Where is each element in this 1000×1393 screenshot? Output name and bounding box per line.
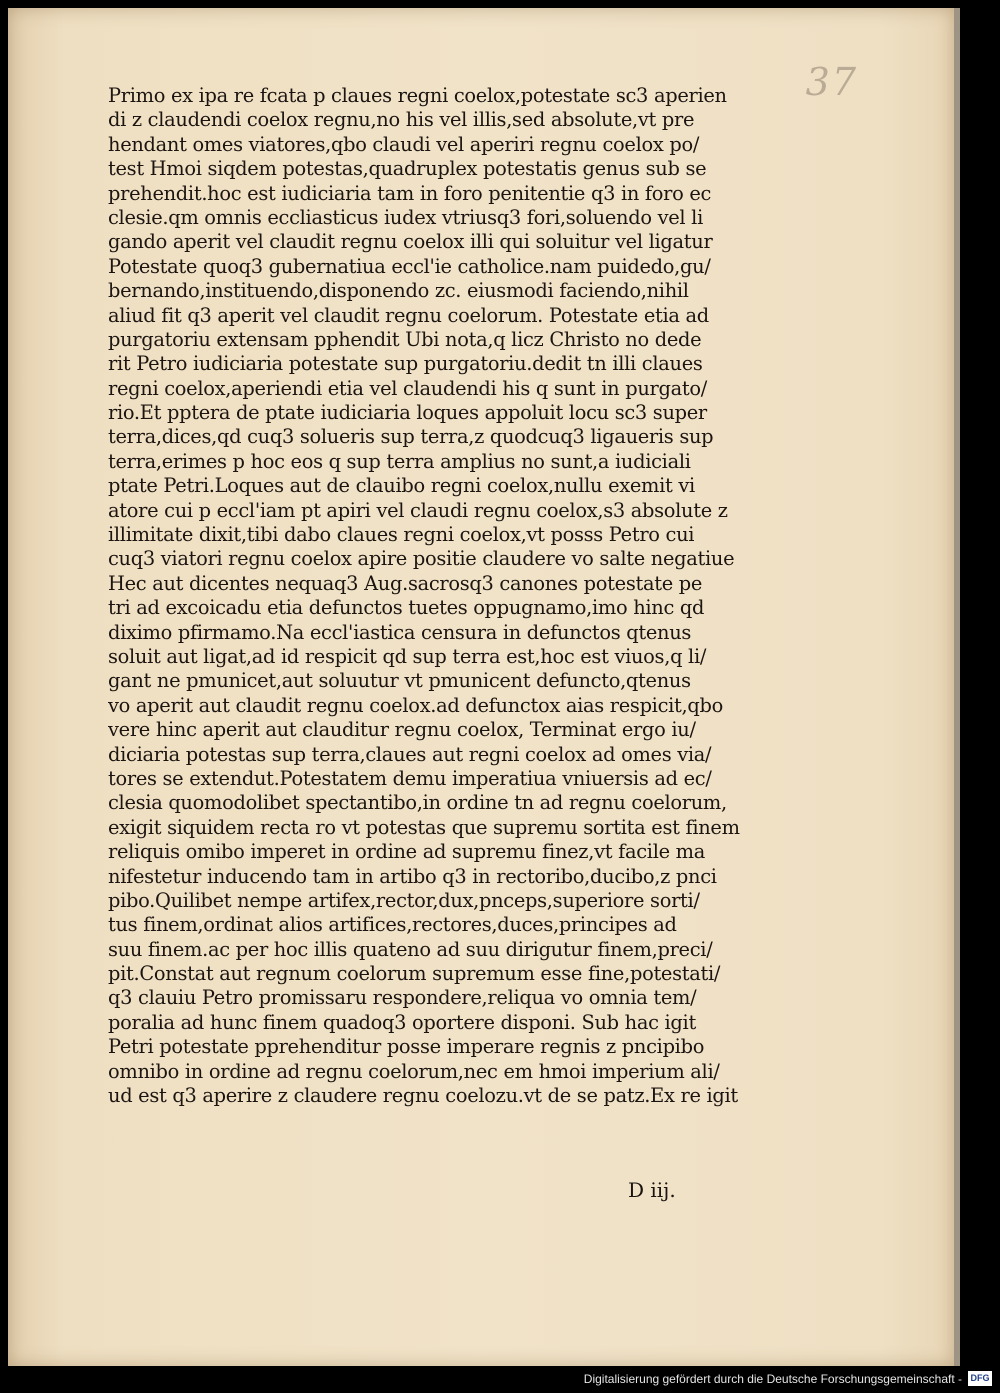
text-line: terra,erimes p hoc eos q sup terra amplius no sunt,a iudiciali (108, 449, 691, 473)
text-line: prehendit.hoc est iudiciaria tam in foro penitentie q3 in foro ec (108, 181, 712, 205)
page-edge (954, 8, 960, 1366)
text-line: gando aperit vel claudit regnu coelox illi qui soluitur vel ligatur (108, 230, 713, 254)
text-line: gant ne pmunicet,aut soluutur vt pmunicent defuncto,qtenus (108, 669, 691, 693)
text-line: Primo ex ipa re fcata p claues regni coelox,potestate sc3 aperien (108, 84, 727, 107)
text-line: Petri potestate pprehenditur posse imperare regnis z pncipibo (108, 1035, 705, 1059)
text-line: ud est q3 aperire z claudere regnu coelozu.vt de se patz.Ex re igit (108, 1084, 738, 1108)
text-line: atore cui p eccl'iam pt apiri vel claudi regnu coelox,s3 absolute z (108, 498, 728, 522)
text-line: omnibo in ordine ad regnu coelorum,nec em hmoi imperium ali/ (108, 1059, 720, 1083)
text-line: clesia quomodolibet spectantibo,in ordine tn ad regnu coelorum, (108, 791, 727, 815)
text-line: vere hinc aperit aut clauditur regnu coelox, Terminat ergo iu/ (108, 718, 696, 742)
text-line: Potestate quoq3 gubernatiua eccl'ie catholice.nam puidedo,gu/ (108, 254, 711, 278)
text-line: q3 clauiu Petro promissaru respondere,reliqua vo omnia tem/ (108, 986, 697, 1010)
text-block (108, 84, 758, 1108)
text-line: clesie.qm omnis eccliasticus iudex vtriusq3 fori,soluendo vel li (108, 205, 703, 229)
book-page (8, 8, 954, 1366)
text-line: soluit aut ligat,ad id respicit qd sup terra est,hoc est viuos,q li/ (108, 644, 707, 668)
text-line: rit Petro iudiciaria potestate sup purgatoriu.dedit tn illi claues (108, 352, 703, 376)
text-line: bernando,instituendo,disponendo zc. eiusmodi faciendo,nihil (108, 279, 689, 303)
text-line: ptate Petri.Loques aut de clauibo regni coelox,nullu exemit vi (108, 474, 695, 498)
text-line: tri ad excoicadu etia defunctos tuetes oppugnamo,imo hinc qd (108, 596, 705, 620)
funding-notice: Digitalisierung gefördert durch die Deutsche Forschungsgemeinschaft - (583, 1372, 962, 1386)
text-line: terra,dices,qd cuq3 solueris sup terra,z quodcuq3 ligaueris sup (108, 425, 714, 449)
text-line: reliquis omibo imperet in ordine ad supremu finez,vt facile ma (108, 840, 705, 864)
text-line: tus finem,ordinat alios artifices,rectores,duces,principes ad (108, 913, 677, 937)
text-line: exigit siquidem recta ro vt potestas que supremu sortita est finem (108, 815, 740, 839)
dfg-logo: DFG (968, 1371, 992, 1386)
text-line: Hec aut dicentes nequaq3 Aug.sacrosq3 canones potestate pe (108, 571, 703, 595)
text-line: aliud fit q3 aperit vel claudit regnu coelorum. Potestate etia ad (108, 303, 709, 327)
text-line: di z claudendi coelox regnu,no his vel illis,sed absolute,vt pre (108, 108, 695, 132)
text-line: diximo pfirmamo.Na eccl'iastica censura in defunctos qtenus (108, 620, 692, 644)
text-line: tores se extendut.Potestatem demu imperatiua vniuersis ad ec/ (108, 766, 712, 790)
text-line: cuq3 viatori regnu coelox apire positie claudere vo salte negatiue (108, 547, 735, 571)
text-line: diciaria potestas sup terra,claues aut regni coelox ad omes via/ (108, 742, 712, 766)
text-line: poralia ad hunc finem quadoq3 oportere disponi. Sub hac igit (108, 1010, 696, 1034)
text-line: test Hmoi siqdem potestas,quadruplex potestatis genus sub se (108, 157, 707, 181)
footer-bar (0, 1366, 1000, 1393)
text-line: rio.Et pptera de ptate iudiciaria loques appoluit locu sc3 super (108, 401, 707, 425)
text-line: nifestetur inducendo tam in artibo q3 in rectoribo,ducibo,z pnci (108, 864, 717, 888)
folio-number: 37 (805, 60, 858, 104)
text-line: purgatoriu extensam pphendit Ubi nota,q licz Christo no dede (108, 327, 702, 351)
text-line: illimitate dixit,tibi dabo claues regni coelox,vt posss Petro cui (108, 523, 695, 547)
text-line: suu finem.ac per hoc illis quateno ad suu dirigutur finem,preci/ (108, 937, 713, 961)
text-line: hendant omes viatores,qbo claudi vel aperiri regnu coelox po/ (108, 132, 700, 156)
text-line: vo aperit aut claudit regnu coelox.ad defunctox aias respicit,qbo (108, 693, 724, 717)
text-line: pit.Constat aut regnum coelorum supremum esse fine,potestati/ (108, 962, 721, 986)
text-line: regni coelox,aperiendi etia vel claudendi his q sunt in purgato/ (108, 376, 707, 400)
signature-mark: D iij. (628, 1178, 676, 1202)
text-line: pibo.Quilibet nempe artifex,rector,dux,pnceps,superiore sorti/ (108, 888, 700, 912)
